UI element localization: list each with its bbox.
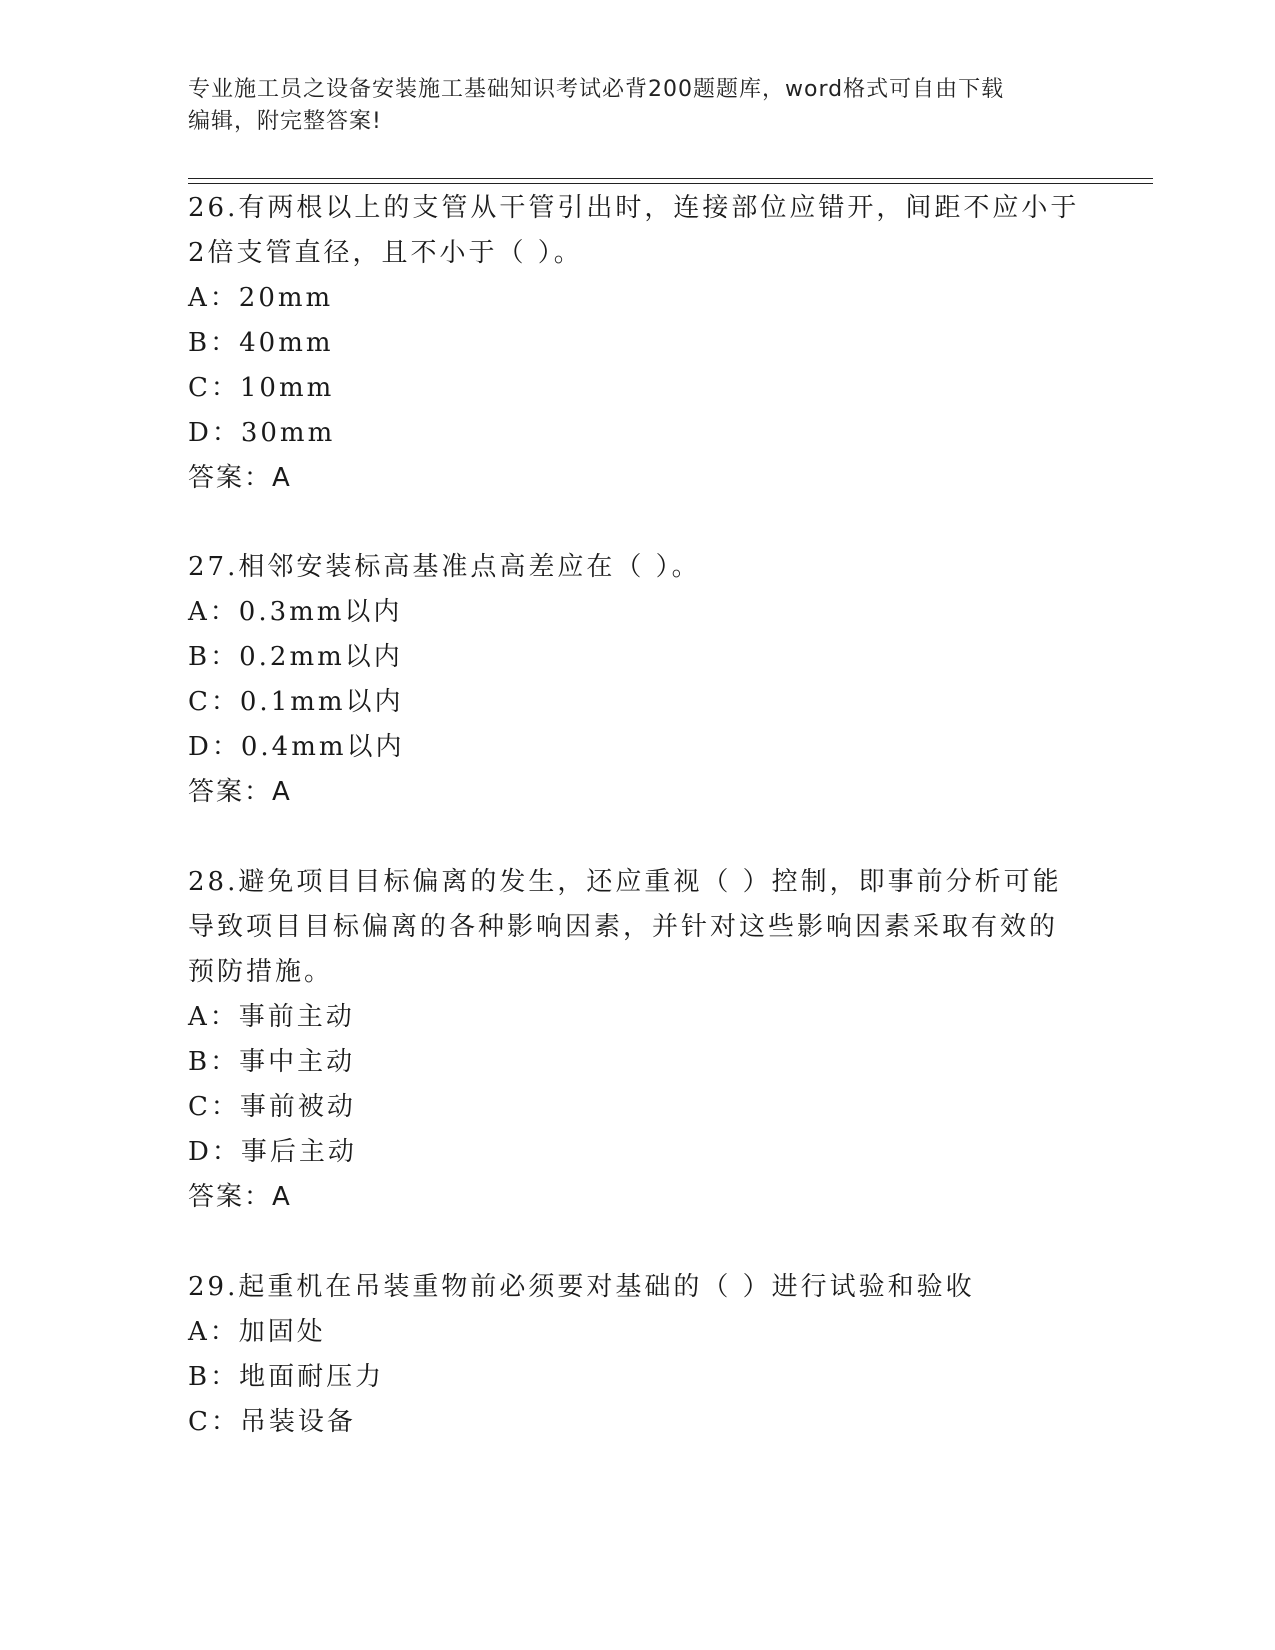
question-stem-line: 29.起重机在吊装重物前必须要对基础的（ ）进行试验和验收 — [188, 1272, 975, 1302]
option-c: C：10mm — [188, 373, 335, 403]
question-stem-line: 28.避免项目目标偏离的发生，还应重视（ ）控制，即事前分析可能 — [188, 867, 1062, 897]
option-a: A：加固处 — [188, 1317, 326, 1347]
option-d: D：30mm — [188, 418, 336, 448]
option-a: A：事前主动 — [188, 1002, 355, 1032]
option-d: D：0.4mm以内 — [188, 732, 405, 762]
question-28 — [188, 860, 1088, 1220]
answer: 答案：A — [188, 777, 292, 807]
question-26 — [188, 186, 1088, 501]
option-b: B：40mm — [188, 328, 334, 358]
option-b: B：0.2mm以内 — [188, 642, 403, 672]
answer: 答案：A — [188, 463, 292, 493]
question-27 — [188, 545, 1088, 815]
question-stem-line: 预防措施。 — [188, 957, 334, 987]
option-a: A：0.3mm以内 — [188, 597, 403, 627]
question-29 — [188, 1265, 1088, 1445]
question-stem-line: 导致项目目标偏离的各种影响因素，并针对这些影响因素采取有效的 — [188, 912, 1059, 942]
option-b: B：事中主动 — [188, 1047, 356, 1077]
option-a: A：20mm — [188, 283, 334, 313]
option-c: C：0.1mm以内 — [188, 687, 404, 717]
answer: 答案：A — [188, 1182, 292, 1212]
question-stem-line: 26.有两根以上的支管从干管引出时，连接部位应错开，间距不应小于 — [188, 193, 1080, 223]
header-line-2: 编辑，附完整答案! — [188, 109, 382, 134]
question-stem-line: 27.相邻安装标高基准点高差应在（ ）。 — [188, 552, 701, 582]
option-c: C：事前被动 — [188, 1092, 356, 1122]
option-d: D：事后主动 — [188, 1137, 357, 1167]
question-stem-line: 2倍支管直径，且不小于（ ）。 — [188, 238, 583, 268]
header-divider-bottom — [188, 183, 1153, 184]
header-divider-top — [188, 178, 1153, 179]
option-c: C：吊装设备 — [188, 1407, 356, 1437]
option-b: B：地面耐压力 — [188, 1362, 385, 1392]
document-header — [188, 74, 1088, 138]
header-line-1: 专业施工员之设备安装施工基础知识考试必背200题题库，word格式可自由下载 — [188, 77, 1005, 102]
